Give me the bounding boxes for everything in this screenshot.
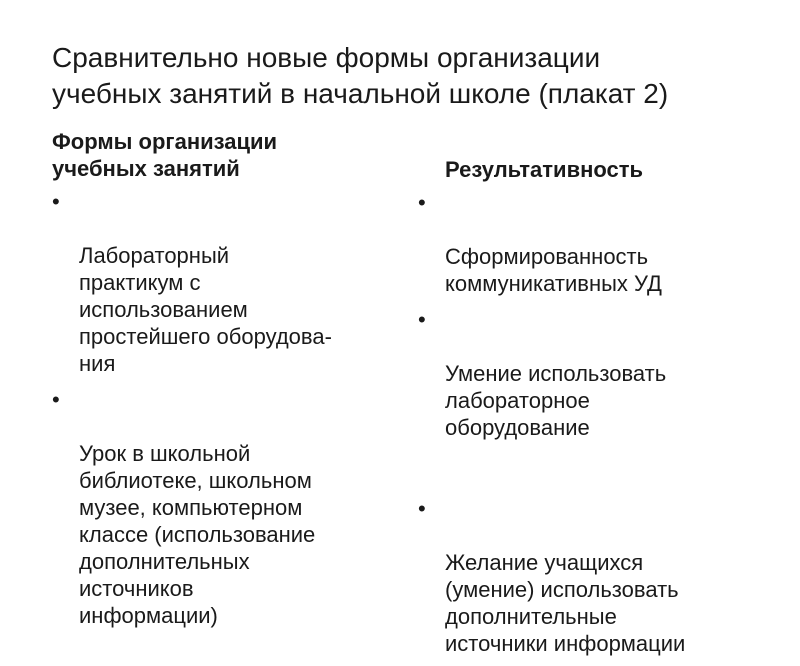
bullet-icon: •	[418, 190, 426, 215]
list-item	[418, 495, 758, 657]
bullet-icon: •	[418, 496, 426, 521]
list-item	[52, 188, 397, 377]
list-item-text: Умение использовать лабораторное оборудование	[445, 361, 667, 440]
list-item	[418, 189, 758, 297]
right-bullet-list	[418, 189, 758, 657]
list-item	[52, 386, 397, 629]
bullet-icon: •	[52, 189, 60, 214]
spacer	[418, 450, 758, 486]
bullet-icon: •	[52, 387, 60, 412]
right-column-heading: Результативность	[445, 157, 644, 182]
list-item-text: Лабораторный практикум с использованием простейшего оборудова- ния	[79, 243, 332, 376]
list-item	[418, 306, 758, 441]
list-item-text: Сформированность коммуникативных УД	[445, 244, 662, 296]
list-item-text: Урок в школьной библиотеке, школьном музее, компьютерном классе (использование дополнительных источников информации)	[79, 441, 316, 628]
list-item-text: Желание учащихся (умение) использовать дополнительные источники информации	[445, 550, 686, 656]
left-column-heading: Формы организации учебных занятий	[52, 129, 278, 181]
slide-title: Сравнительно новые формы организации учебных занятий в начальной школе (плакат 2)	[52, 42, 669, 109]
left-column	[52, 128, 397, 638]
right-column	[418, 128, 758, 666]
bullet-icon: •	[418, 307, 426, 332]
left-bullet-list	[52, 188, 397, 629]
